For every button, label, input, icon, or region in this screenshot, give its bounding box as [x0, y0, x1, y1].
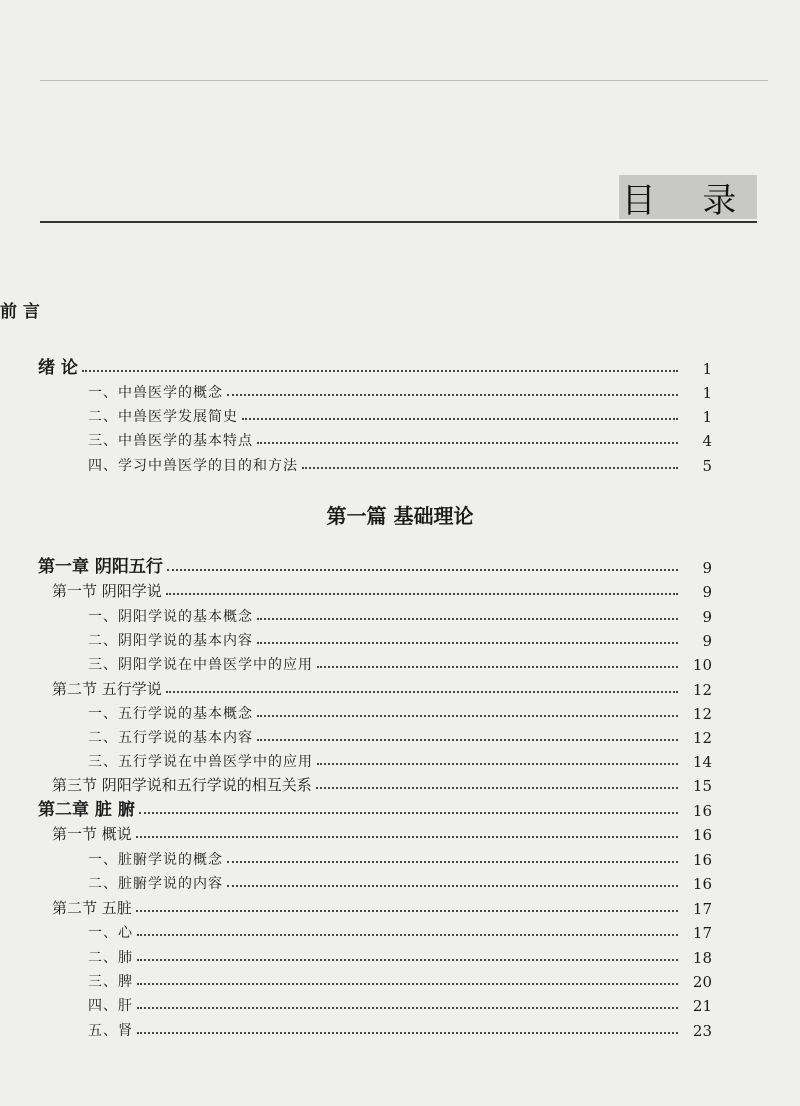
entry-page: 21 — [692, 997, 712, 1015]
entry-text: 第三节 阴阳学说和五行学说的相互关系 — [52, 776, 312, 794]
toc-entry[interactable] — [0, 747, 800, 771]
toc-entry[interactable] — [0, 699, 800, 723]
toc-entry[interactable] — [0, 577, 800, 601]
leader-dots — [137, 1007, 678, 1009]
entry-page: 12 — [692, 729, 712, 747]
leader-dots — [137, 983, 678, 985]
entry-text: 一、中兽医学的概念 — [88, 385, 223, 401]
entry-text: 三、五行学说在中兽医学中的应用 — [88, 754, 313, 770]
leader-dots — [137, 959, 678, 961]
leader-dots — [136, 836, 678, 838]
entry-text: 一、五行学说的基本概念 — [88, 706, 253, 722]
entry-page: 9 — [702, 632, 712, 650]
entry-page: 14 — [692, 753, 712, 771]
entry-page: 9 — [702, 608, 712, 626]
toc-entry[interactable] — [0, 402, 800, 426]
entry-page: 4 — [702, 432, 712, 450]
entry-page: 16 — [692, 802, 712, 820]
entry-page: 16 — [692, 875, 712, 893]
entry-page: 18 — [692, 949, 712, 967]
leader-dots — [137, 1032, 678, 1034]
toc-entry[interactable] — [0, 820, 800, 844]
leader-dots — [257, 442, 678, 444]
entry-page: 9 — [702, 583, 712, 601]
entry-page: 1 — [702, 360, 712, 378]
toc-entry[interactable] — [0, 894, 800, 918]
entry-text: 二、中兽医学发展简史 — [88, 409, 238, 425]
leader-dots — [242, 418, 678, 420]
entry-page: 5 — [702, 457, 712, 475]
preface-label: 前 言 — [0, 302, 40, 322]
leader-dots — [82, 370, 678, 372]
entry-text: 二、肺 — [88, 950, 133, 966]
entry-page: 23 — [692, 1022, 712, 1040]
leader-dots — [137, 934, 678, 936]
entry-page: 17 — [692, 924, 712, 942]
page-title: 目 录 — [619, 175, 757, 219]
leader-dots — [257, 715, 678, 717]
toc-entry[interactable] — [0, 378, 800, 402]
entry-text: 第二章 脏 腑 — [38, 800, 135, 820]
header-rule — [40, 44, 768, 81]
leader-dots — [257, 739, 678, 741]
toc-entry[interactable] — [0, 967, 800, 991]
toc-entry[interactable] — [0, 1016, 800, 1040]
toc-entry[interactable] — [0, 626, 800, 650]
entry-page: 1 — [702, 384, 712, 402]
leader-dots — [166, 593, 678, 595]
toc-entry[interactable] — [0, 918, 800, 942]
entry-text: 二、五行学说的基本内容 — [88, 730, 253, 746]
entry-page: 12 — [692, 705, 712, 723]
leader-dots — [317, 666, 678, 668]
entry-text: 四、学习中兽医学的目的和方法 — [88, 458, 298, 474]
leader-dots — [257, 618, 678, 620]
entry-text: 三、中兽医学的基本特点 — [88, 433, 253, 449]
toc-entry[interactable] — [0, 723, 800, 747]
entry-text: 三、阴阳学说在中兽医学中的应用 — [88, 657, 313, 673]
leader-dots — [302, 467, 678, 469]
entry-text: 绪 论 — [38, 358, 78, 378]
entry-page: 16 — [692, 851, 712, 869]
leader-dots — [257, 642, 678, 644]
toc-entry[interactable] — [0, 771, 800, 795]
entry-text: 第一节 阴阳学说 — [52, 582, 162, 600]
leader-dots — [316, 787, 678, 789]
title-rule — [40, 175, 757, 223]
part-heading: 第一篇 基础理论 — [326, 504, 474, 528]
entry-page: 20 — [692, 973, 712, 991]
leader-dots — [227, 861, 678, 863]
toc-entry[interactable] — [0, 426, 800, 450]
leader-dots — [227, 394, 678, 396]
toc-entry[interactable] — [0, 943, 800, 967]
entry-text: 第二节 五脏 — [52, 899, 132, 917]
toc-entry[interactable] — [0, 451, 800, 475]
entry-text: 第一章 阴阳五行 — [38, 557, 163, 577]
entry-text: 第二节 五行学说 — [52, 680, 162, 698]
entry-page: 10 — [692, 656, 712, 674]
toc-entry[interactable] — [0, 354, 800, 378]
entry-text: 一、心 — [88, 925, 133, 941]
entry-text: 三、脾 — [88, 974, 133, 990]
preface-entry[interactable] — [0, 298, 800, 322]
entry-text: 五、肾 — [88, 1023, 133, 1039]
leader-dots — [317, 763, 678, 765]
toc-entry[interactable] — [0, 869, 800, 893]
entry-text: 四、肝 — [88, 998, 133, 1014]
toc-entry[interactable] — [0, 553, 800, 577]
toc-entry[interactable] — [0, 796, 800, 820]
entry-page: 17 — [692, 900, 712, 918]
entry-page: 1 — [702, 408, 712, 426]
toc-entry[interactable] — [0, 650, 800, 674]
toc-entry[interactable] — [0, 845, 800, 869]
entry-text: 一、阴阳学说的基本概念 — [88, 609, 253, 625]
entry-page: 15 — [692, 777, 712, 795]
toc-entry[interactable] — [0, 602, 800, 626]
entry-text: 第一节 概说 — [52, 825, 132, 843]
entry-text: 二、脏腑学说的内容 — [88, 876, 223, 892]
leader-dots — [139, 812, 678, 814]
entry-text: 二、阴阳学说的基本内容 — [88, 633, 253, 649]
entry-page: 16 — [692, 826, 712, 844]
toc-entry[interactable] — [0, 675, 800, 699]
toc-entry[interactable] — [0, 991, 800, 1015]
leader-dots — [227, 885, 678, 887]
leader-dots — [136, 910, 678, 912]
entry-page: 12 — [692, 681, 712, 699]
entry-page: 9 — [702, 559, 712, 577]
entry-text: 一、脏腑学说的概念 — [88, 852, 223, 868]
leader-dots — [167, 569, 678, 571]
leader-dots — [166, 691, 678, 693]
